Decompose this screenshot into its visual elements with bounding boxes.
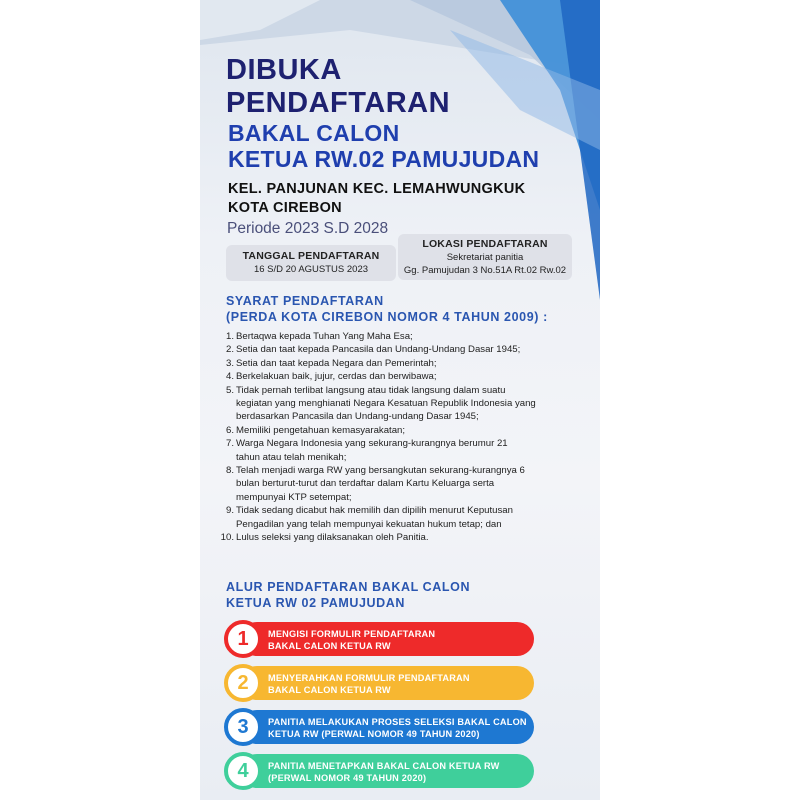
list-item-text: mempunyai KTP setempat; (236, 491, 352, 503)
list-item-text: berdasarkan Pancasila dan Undang-undang Dasar 1945; (236, 411, 479, 423)
flow-step-number: 2 (224, 664, 262, 702)
flow-step-text: MENGISI FORMULIR PENDAFTARAN BAKAL CALON KETUA RW (268, 629, 436, 651)
subtitle: BAKAL CALON KETUA RW.02 PAMUJUDAN (228, 120, 540, 172)
tanggal-title: TANGGAL PENDAFTARAN (242, 250, 380, 262)
list-item-text: Lulus seleksi yang dilaksanakan oleh Panitia. (236, 532, 429, 544)
list-item (214, 357, 584, 370)
list-item-text: Setia dan taat kepada Pancasila dan Undang-Undang Dasar 1945; (236, 344, 521, 356)
list-item-text: Pengadilan yang telah mempunyai kekuatan hukum tetap; dan (236, 518, 502, 530)
list-item-number: 6. (225, 424, 234, 436)
flow-step-number: 1 (224, 620, 262, 658)
flow-step-number: 3 (224, 708, 262, 746)
tanggal-box (226, 245, 396, 281)
list-item-number: 4. (225, 371, 234, 383)
tanggal-value: 16 S/D 20 AGUSTUS 2023 (253, 264, 369, 275)
list-item-text: Telah menjadi warga RW yang bersangkutan sekurang-kurangnya 6 (236, 465, 525, 477)
list-item-text: Bertaqwa kepada Tuhan Yang Maha Esa; (236, 331, 413, 342)
list-item-number: 5. (225, 384, 234, 396)
syarat-heading: SYARAT PENDAFTARAN (PERDA KOTA CIREBON NOMOR 4 TAHUN 2009) : (226, 294, 548, 324)
list-item-number: 10. (220, 532, 234, 544)
list-item (214, 330, 584, 343)
list-item-text: Setia dan taat kepada Negara dan Pemerintah; (236, 357, 437, 369)
flow-step (224, 754, 534, 788)
flow-step-text: MENYERAHKAN FORMULIR PENDAFTARAN BAKAL CALON KETUA RW (268, 673, 470, 695)
list-item (214, 504, 584, 531)
alur-heading: ALUR PENDAFTARAN BAKAL CALON KETUA RW 02 PAMUJUDAN (226, 580, 471, 610)
flow-step (224, 666, 534, 700)
list-item-text: tahun atau telah menikah; (236, 451, 347, 463)
lokasi-box (398, 234, 572, 280)
list-item-text: Warga Negara Indonesia yang sekurang-kurangnya berumur 21 (236, 438, 508, 450)
lokasi-line2: Gg. Pamujudan 3 No.51A Rt.02 Rw.02 (403, 265, 567, 276)
list-item (214, 343, 584, 356)
list-item-number: 1. (225, 331, 234, 342)
location-heading: KEL. PANJUNAN KEC. LEMAHWUNGKUK KOTA CIREBON (228, 181, 526, 216)
list-item (214, 370, 584, 383)
list-item (214, 531, 584, 544)
period-text: Periode 2023 S.D 2028 (227, 220, 389, 237)
list-item (214, 437, 584, 464)
flow-step-text: PANITIA MELAKUKAN PROSES SELEKSI BAKAL CALON KETUA RW (PERWAL NOMOR 49 TAHUN 2020) (268, 717, 527, 739)
flow-step-text: PANITIA MENETAPKAN BAKAL CALON KETUA RW (PERWAL NOMOR 49 TAHUN 2020) (268, 761, 500, 783)
list-item (214, 464, 584, 504)
list-item (214, 384, 584, 424)
flow-step (224, 622, 534, 656)
list-item-text: kegiatan yang menghianati Negara Kesatuan Republik Indonesia yang (236, 398, 536, 410)
list-item-number: 7. (225, 438, 234, 450)
list-item-number: 3. (225, 357, 234, 369)
flow-step-number: 4 (224, 752, 262, 790)
list-item-text: Tidak pernah terlibat langsung atau tidak langsung dalam suatu (236, 384, 506, 396)
list-item-text: Berkelakuan baik, jujur, cerdas dan berwibawa; (236, 371, 437, 383)
lokasi-title: LOKASI PENDAFTARAN (422, 238, 548, 250)
flow-step (224, 710, 534, 744)
list-item-text: Tidak sedang dicabut hak memilih dan dipilih menurut Keputusan (236, 505, 513, 517)
list-item-text: Memiliki pengetahuan kemasyarakatan; (236, 424, 406, 436)
list-item-number: 2. (225, 344, 234, 356)
main-title: DIBUKA PENDAFTARAN (226, 54, 451, 119)
syarat-list (214, 330, 584, 545)
list-item-number: 8. (225, 465, 234, 477)
poster (200, 0, 600, 800)
list-item-text: bulan berturut-turut dan terdaftar dalam Kartu Keluarga serta (236, 478, 495, 490)
list-item-number: 9. (225, 505, 234, 517)
list-item (214, 424, 584, 437)
lokasi-line1: Sekretariat panitia (446, 252, 524, 263)
